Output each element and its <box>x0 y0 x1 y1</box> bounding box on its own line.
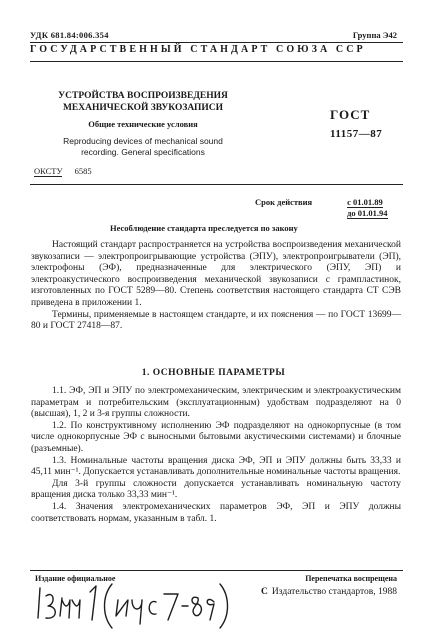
group-code: Группа Э42 <box>352 30 397 40</box>
standard-banner: ГОСУДАРСТВЕННЫЙ СТАНДАРТ СОЮЗА ССР <box>30 44 366 55</box>
validity-label: Срок действия <box>255 197 313 207</box>
validity-from: с 01.01.89 <box>347 197 383 207</box>
title-line-1: УСТРОЙСТВА ВОСПРОИЗВЕДЕНИЯ <box>58 91 228 101</box>
okstu-divider <box>30 184 403 185</box>
introduction <box>31 240 401 333</box>
intro-paragraph-1: Настоящий стандарт распространяется на устройства воспроизведения механической звукозаписи — электропроигрывающие устройства (ЭПУ), электропроигрыватели (ЭП), электрофоны (ЭФ), предназначенные для электрического (ЭПУ, ЭП) и электроакустического воспроизведения механической звукозаписи с грампластинок, изготовленных по ГОСТ 5289—80. Степень соответствия настоящего стандарта СТ СЭВ приведена в приложении 1. <box>31 240 401 308</box>
okstu-label: ОКСТУ <box>34 166 63 176</box>
paragraph-1-2: 1.2. По конструктивному исполнению ЭФ подразделяют на однокорпусные (в том числе однокорпусные ЭФ с выносными бытовыми акустическими системами) и блочные (разъемные). <box>31 420 401 454</box>
copyright-text: Издательство стандартов, 1988 <box>271 587 397 597</box>
validity-to: до 01.01.94 <box>347 208 388 218</box>
gost-label: ГОСТ <box>330 107 371 122</box>
official-edition-label: Издание официальное <box>35 574 116 583</box>
section-body <box>31 386 401 525</box>
copyright-line <box>261 587 397 597</box>
footer-divider <box>30 570 403 571</box>
okstu-code <box>34 166 92 177</box>
okstu-value: 6585 <box>74 166 92 176</box>
udc-code: УДК 681.84:006.354 <box>30 30 109 40</box>
title-block <box>38 90 248 158</box>
paragraph-1-3-note: Для 3-й группы сложности допускается устанавливать номинальную частоту вращения диска только 33,33 мин⁻¹. <box>31 478 401 501</box>
legal-notice: Несоблюдение стандарта преследуется по закону <box>110 223 298 233</box>
paragraph-1-1: 1.1. ЭФ, ЭП и ЭПУ по электромеханическим, электрическим и электроакустическим параметрам и потребительским (эксплуатационным) удобствам подразделяют на 0 (высшая), 1, 2 и 3-я группы сложности. <box>31 386 401 420</box>
english-title-line-1: Reproducing devices of mechanical sound <box>63 136 223 146</box>
validity-period <box>255 197 388 219</box>
header-divider <box>30 42 403 43</box>
paragraph-1-3: 1.3. Номинальные частоты вращения диска ЭФ, ЭП и ЭПУ должны быть 33,33 и 45,11 мин⁻¹. Допускается устанавливать дополнительные номинальные частоты вращения. <box>31 455 401 478</box>
paragraph-1-4: 1.4. Значения электромеханических параметров ЭФ, ЭП и ЭПУ должны соответствовать нормам, указанным в табл. 1. <box>31 501 401 524</box>
banner-divider <box>30 61 403 62</box>
copyright-mark: С <box>261 587 268 597</box>
intro-paragraph-2: Термины, применяемые в настоящем стандарте, и их пояснения — по ГОСТ 13699—80 и ГОСТ 27418—87. <box>31 309 401 332</box>
gost-number: 11157—87 <box>330 128 383 140</box>
section-heading: 1. ОСНОВНЫЕ ПАРАМЕТРЫ <box>141 368 286 378</box>
handwritten-amendment-note <box>32 578 232 630</box>
document-subtitle: Общие технические условия <box>88 119 198 129</box>
english-title-line-2: recording. General specifications <box>81 147 205 157</box>
reprint-notice: Перепечатка воспрещена <box>305 574 397 583</box>
title-line-2: МЕХАНИЧЕСКОЙ ЗВУКОЗАПИСИ <box>62 103 224 113</box>
gost-designation <box>330 107 400 140</box>
